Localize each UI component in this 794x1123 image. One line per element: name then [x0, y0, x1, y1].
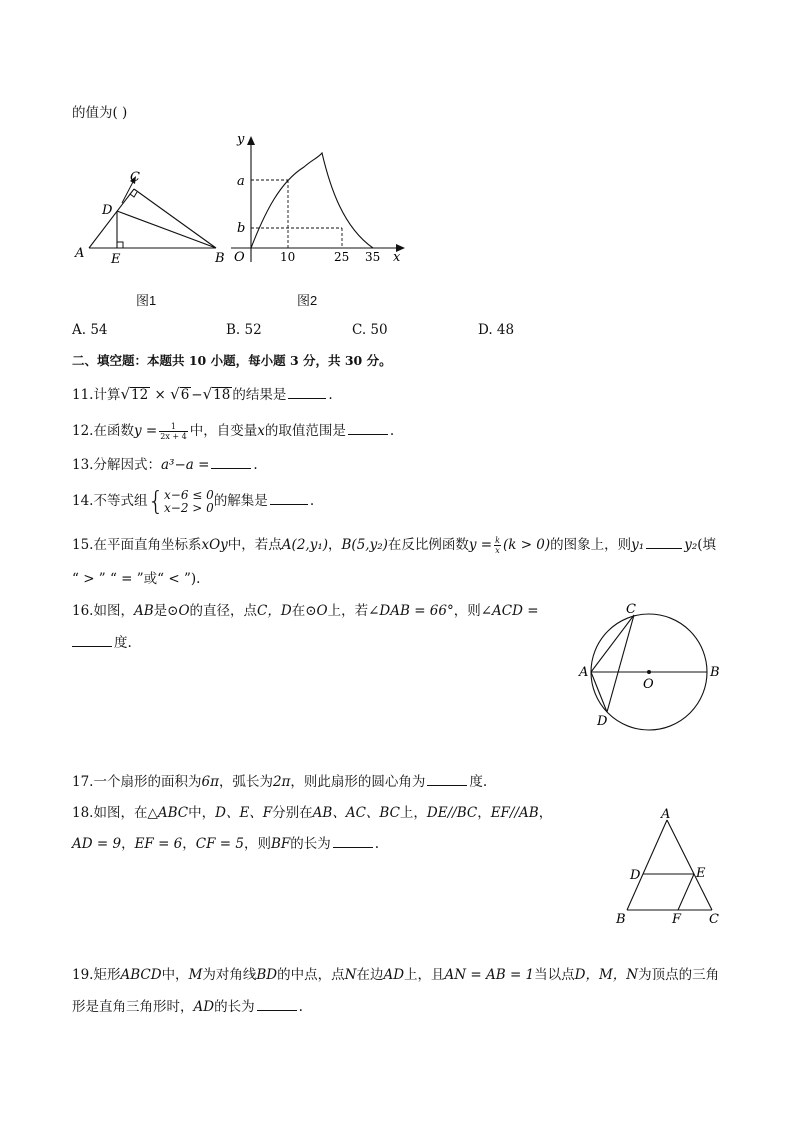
- q10-option-b: B. 52: [226, 322, 262, 338]
- question-15-line-2: “ > ” “ = ”或“ < ”).: [72, 571, 201, 587]
- fig1-side-cb: [134, 189, 216, 248]
- fig2-origin-label: O: [234, 250, 245, 265]
- fig2-y-arrow: [247, 136, 255, 145]
- fig2-y-label: y: [237, 132, 245, 147]
- q10-option-a: A. 54: [72, 322, 108, 338]
- question-14: 14.不等式组{ x−6 ≤ 0 x−2 > 0 的解集是 .: [72, 486, 315, 517]
- q11-answer-blank: [288, 397, 326, 399]
- chord-ac: [591, 615, 634, 672]
- q13-answer-blank: [211, 467, 251, 469]
- fig1-side-ac: [89, 189, 134, 248]
- q15-fraction: $\frac{k}{x}$: [495, 536, 500, 555]
- question-15-line-1: 15.在平面直角坐标系xOy中，若点A(2,y₁)，B(5,y₂)在反比例函数y = $\frac{k}{x}$ (k > 0)的图象上，则y₁ y₂(填: [72, 536, 717, 555]
- question-16-line-2: 度.: [72, 634, 132, 652]
- circle-label-b: B: [710, 665, 720, 680]
- circle-label-o: O: [643, 677, 654, 692]
- fig1-label-d: D: [102, 203, 113, 218]
- tri-label-f: F: [672, 912, 682, 927]
- q15-answer-blank: [646, 547, 682, 549]
- fig1-right-angle-e: [117, 242, 123, 248]
- figure-1-triangle: [70, 165, 230, 270]
- fig2-x-tick-25: 25: [334, 250, 350, 264]
- question-18-line-1: 18.如图，在△ABC中，D、E、F分别在AB、AC、BC上，DE//BC，EF//AB，: [72, 805, 553, 821]
- fig1-label-a: A: [75, 246, 85, 261]
- fig1-segment-db: [117, 211, 216, 248]
- tri-label-e: E: [696, 866, 706, 881]
- q18-answer-blank: [333, 846, 373, 848]
- q10-option-d: D. 48: [478, 322, 515, 338]
- fig1-label-c: C: [130, 170, 140, 185]
- q12-fraction: $\frac{1}{2x + 4}$: [160, 422, 187, 441]
- tri-label-b: B: [616, 912, 626, 927]
- tri-label-a: A: [661, 807, 671, 822]
- circle-label-d: D: [597, 714, 608, 729]
- question-11: 11.计算√12 × √6 −√18 的结果是 .: [72, 385, 333, 403]
- circle-label-a: A: [579, 665, 589, 680]
- tri-side-ac: [667, 820, 712, 910]
- fig2-caption: 图2: [297, 293, 318, 308]
- question-18-line-2: AD = 9，EF = 6，CF = 5，则BF的长为 .: [72, 836, 380, 852]
- question-12: 12.在函数y = $\frac{1}{2x + 4}$ 中，自变量x的取值范围是 .: [72, 422, 395, 441]
- chord-cd: [607, 615, 634, 712]
- tri-label-d: D: [630, 868, 641, 883]
- question-17: 17.一个扇形的面积为6π，弧长为2π，则此扇形的圆心角为 度.: [72, 774, 488, 790]
- fig2-x-tick-10: 10: [280, 250, 296, 264]
- fig2-curve: [251, 153, 373, 248]
- fig1-label-e: E: [111, 252, 121, 267]
- fig2-x-label: x: [393, 250, 401, 265]
- q12-answer-blank: [348, 433, 388, 435]
- q19-answer-blank: [257, 1009, 297, 1011]
- q14-answer-blank: [270, 503, 308, 505]
- tri-segment-ef: [678, 874, 694, 910]
- figure-2-graph: [225, 127, 410, 272]
- fig1-label-b: B: [215, 251, 225, 266]
- fig2-y-tick-a: a: [237, 174, 245, 189]
- figure-triangle-abc: [610, 803, 725, 928]
- figure-circle: [575, 595, 725, 735]
- fig2-y-tick-b: b: [237, 221, 246, 236]
- tri-side-ab: [627, 820, 667, 910]
- circle-label-c: C: [626, 602, 636, 617]
- fig2-x-tick-35: 35: [365, 250, 381, 264]
- question-19-line-1: 19.矩形ABCD中，M为对角线BD的中点，点N在边AD上，且AN = AB = 1当以点D，M，N为顶点的三角: [72, 967, 720, 983]
- tri-label-c: C: [709, 912, 719, 927]
- q17-answer-blank: [427, 784, 467, 786]
- question-19-line-2: 形是直角三角形时，AD的长为 .: [72, 999, 303, 1015]
- center-o-dot: [647, 670, 651, 674]
- question-16-line-1: 16.如图，AB是⊙O的直径，点C，D在⊙O上，若∠DAB = 66°，则∠ACD =: [72, 603, 539, 619]
- fig1-caption: 图1: [136, 293, 157, 308]
- section-2-title: 二、填空题：本题共 10 小题，每小题 3 分，共 30 分。: [72, 353, 392, 368]
- q16-answer-blank: [72, 645, 112, 647]
- chord-ad: [591, 672, 607, 712]
- q10-tail: 的值为( ): [72, 105, 128, 121]
- q14-system: x−6 ≤ 0 x−2 > 0: [164, 487, 214, 515]
- q10-option-c: C. 50: [352, 322, 388, 338]
- question-13: 13.分解因式：a³−a = .: [72, 457, 258, 473]
